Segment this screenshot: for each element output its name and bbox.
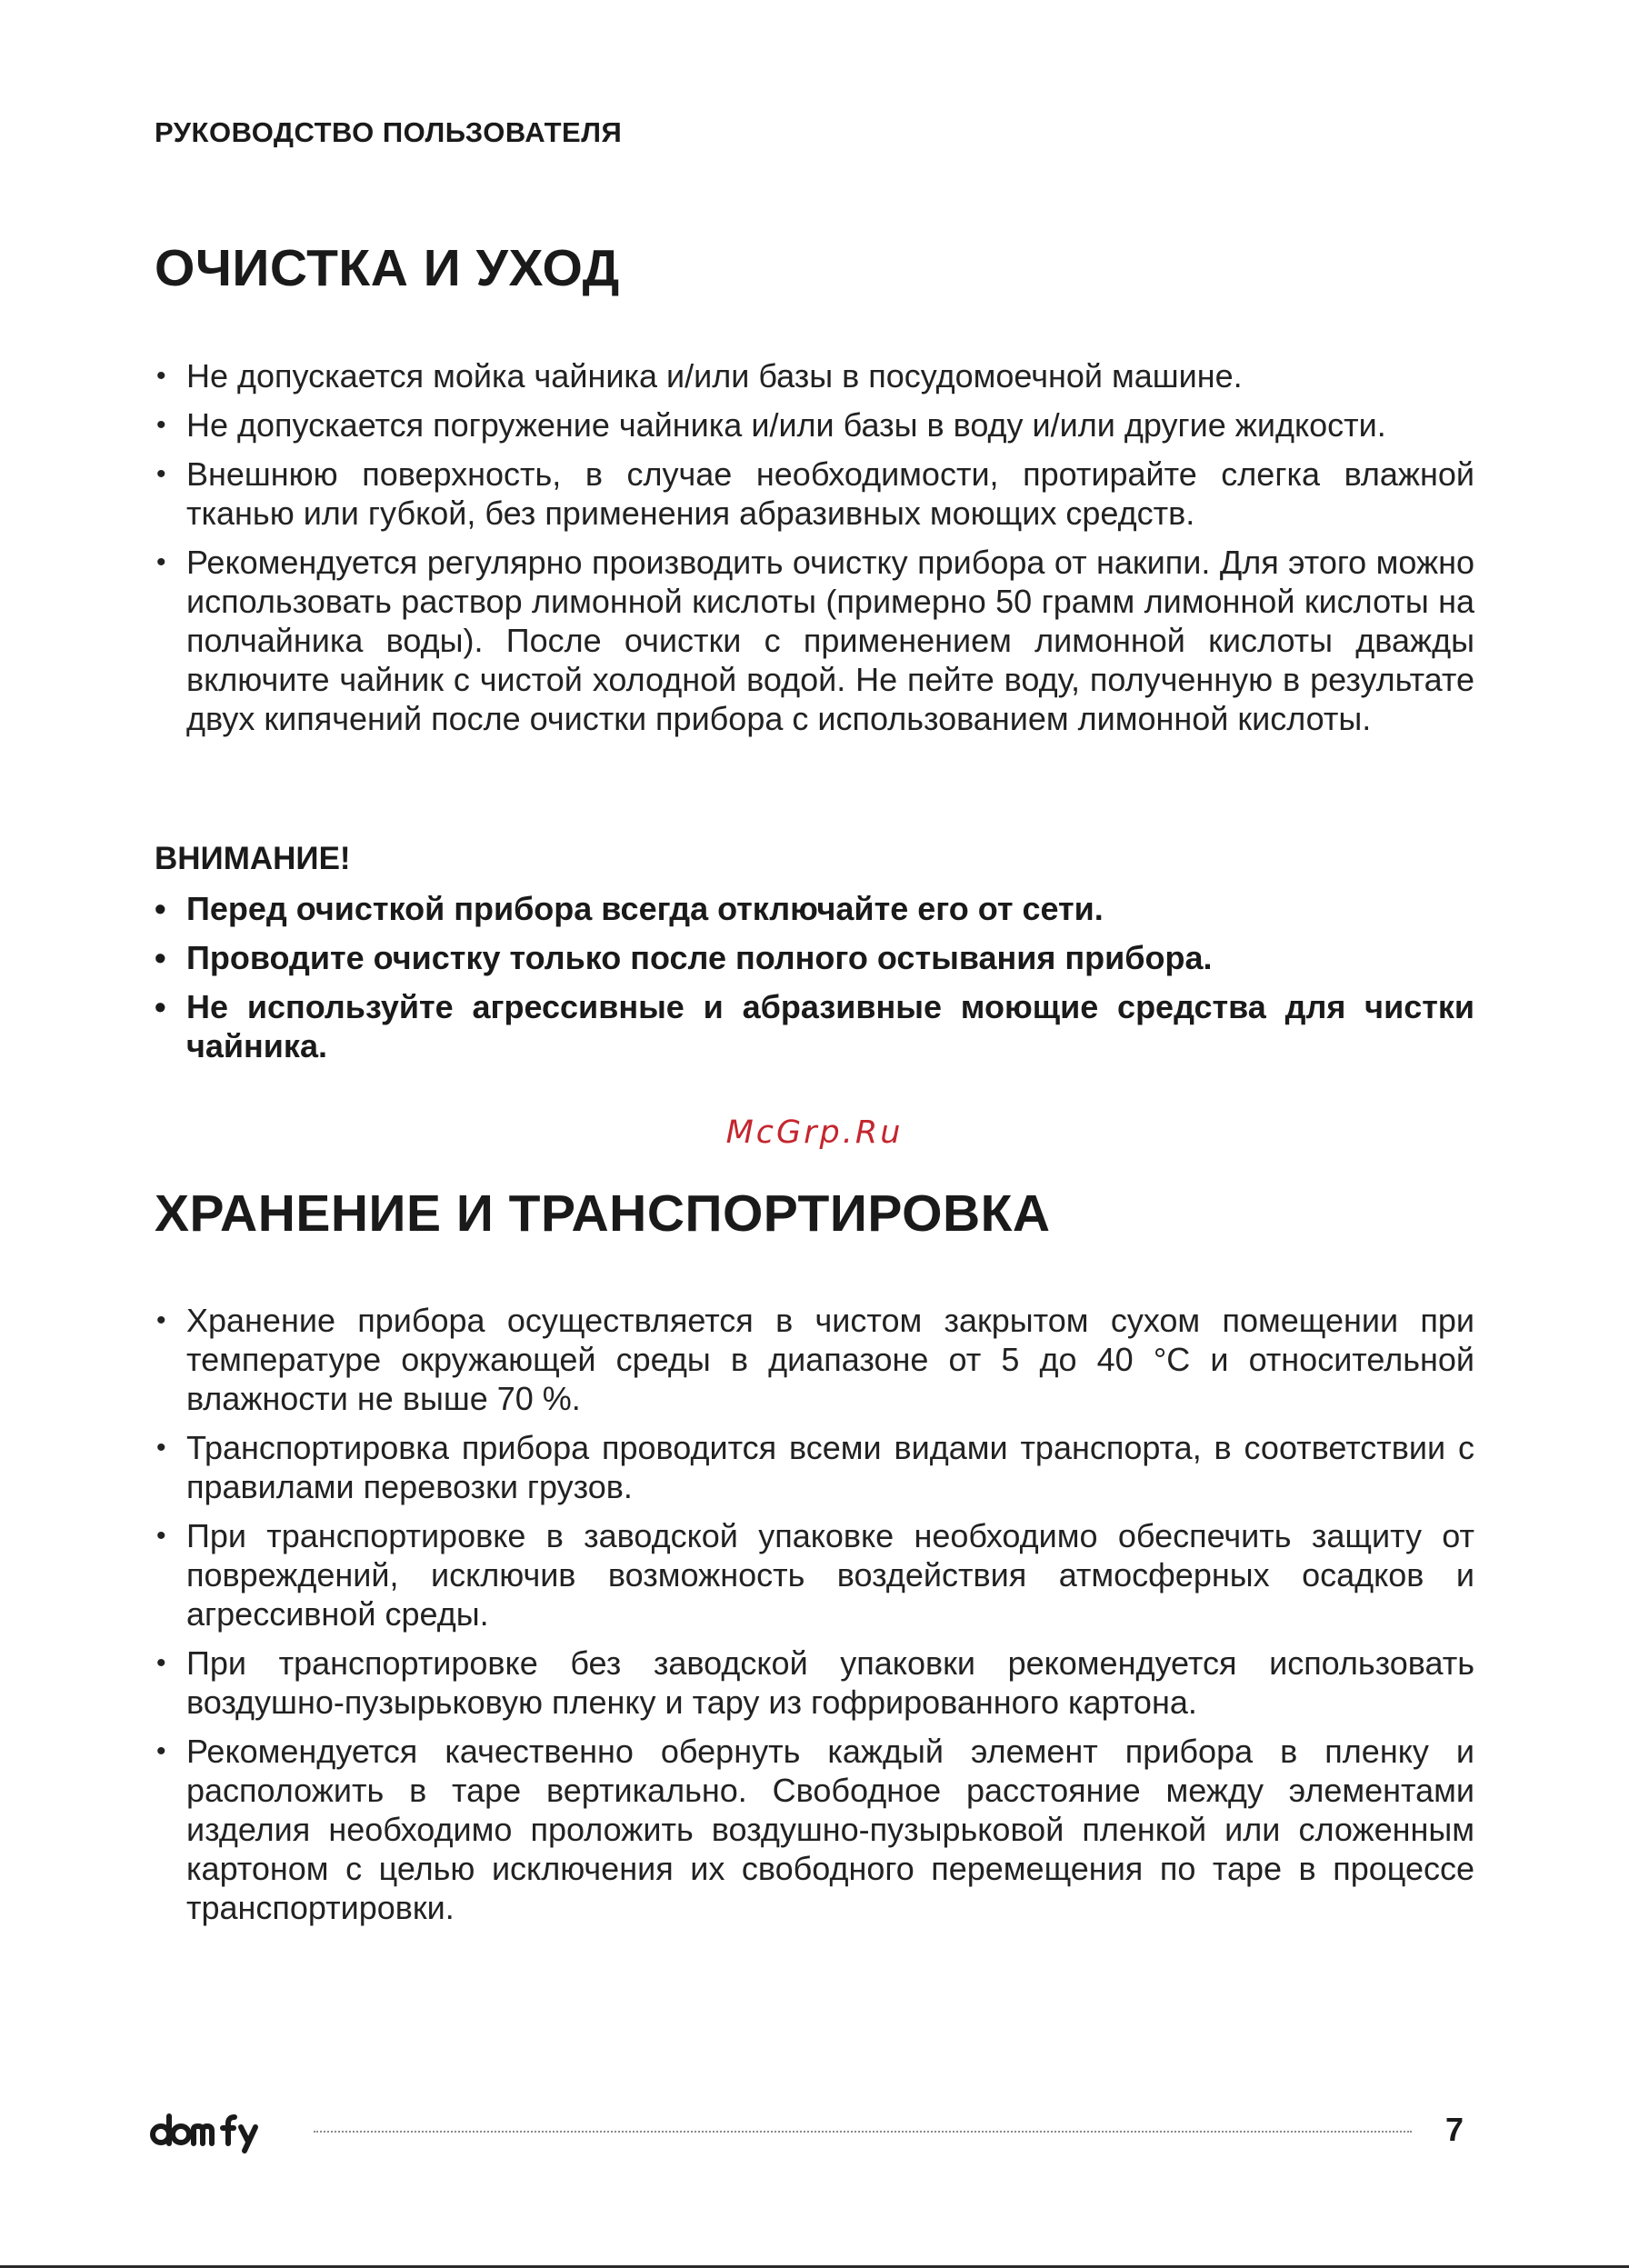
bullet-icon: • — [156, 1648, 166, 1678]
section-title-storage: ХРАНЕНИЕ И ТРАНСПОРТИРОВКА — [155, 1184, 1051, 1243]
footer-dotted-rule — [314, 2131, 1412, 2133]
warning-item: • Перед очисткой прибора всегда отключайте его от сети. — [155, 890, 1104, 927]
bullet-icon: • — [156, 547, 166, 577]
storage-list — [155, 1301, 1474, 1937]
list-item: • При транспортировке без заводской упаковки рекомендуется использовать воздушно-пузырьковую пленку и тару из гофрированного картона. — [156, 1644, 1474, 1721]
cleaning-list — [155, 356, 1474, 748]
warning-item: • Проводите очистку только после полного остывания прибора. — [155, 939, 1213, 976]
warning-item: • Не используйте агрессивные и абразивные моющие средства для чистки чайника. — [155, 988, 1474, 1064]
section-title-cleaning: ОЧИСТКА И УХОД — [155, 239, 620, 297]
list-item: • Не допускается мойка чайника и/или базы в посудомоечной машине. — [156, 357, 1243, 395]
list-item: • Рекомендуется регулярно производить очистку прибора от накипи. Для этого можно использовать раствор лимонной кислоты (примерно 50 грамм лимонной кислоты на полчайника воды). После очистки с применением лимонной кислоты дважды включите чайник с чистой холодной водой. Не пейте воду, полученную в результате двух кипячений после очистки прибора с использованием лимонной кислоты. — [156, 544, 1474, 737]
list-item: • Хранение прибора осуществляется в чистом закрытом сухом помещении при температуре окружающей среды в диапазоне от 5 до 40 °С и относительной влажности не выше 70 %. — [156, 1302, 1474, 1417]
bullet-icon: • — [155, 890, 166, 927]
bullet-icon: • — [156, 361, 166, 391]
bullet-icon: • — [156, 1433, 166, 1463]
list-item: • Рекомендуется качественно обернуть каждый элемент прибора в пленку и расположить в таре вертикально. Свободное расстояние между элементами изделия необходимо проложить воздушно-пузырьковой пленкой или сложенным картоном с целью исключения их свободного перемещения по таре в процессе транспортировки. — [156, 1733, 1474, 1926]
bullet-icon: • — [155, 988, 166, 1025]
page-number: 7 — [1445, 2111, 1464, 2148]
list-item: • Не допускается погружение чайника и/или базы в воду и/или другие жидкости. — [156, 406, 1386, 444]
watermark-text: McGrp.Ru — [725, 1114, 904, 1151]
list-item: • При транспортировке в заводской упаковке необходимо обеспечить защиту от повреждений, исключив возможность воздействия атмосферных осадков и агрессивной среды. — [156, 1517, 1474, 1633]
running-header: РУКОВОДСТВО ПОЛЬЗОВАТЕЛЯ — [155, 116, 623, 148]
warning-heading: ВНИМАНИЕ! — [155, 841, 351, 876]
bullet-icon: • — [156, 1736, 166, 1766]
bullet-icon: • — [156, 410, 166, 440]
brand-logo-icon — [148, 2107, 275, 2154]
bullet-icon: • — [156, 1521, 166, 1551]
list-item: • Внешнюю поверхность, в случае необходимости, протирайте слегка влажной тканью или губкой, без применения абразивных моющих средств. — [156, 455, 1474, 532]
list-item: • Транспортировка прибора проводится всеми видами транспорта, в соответствии с правилами перевозки грузов. — [156, 1429, 1474, 1505]
bullet-icon: • — [155, 939, 166, 976]
bullet-icon: • — [156, 459, 166, 489]
warning-list — [155, 889, 1474, 1075]
bullet-icon: • — [156, 1305, 166, 1335]
